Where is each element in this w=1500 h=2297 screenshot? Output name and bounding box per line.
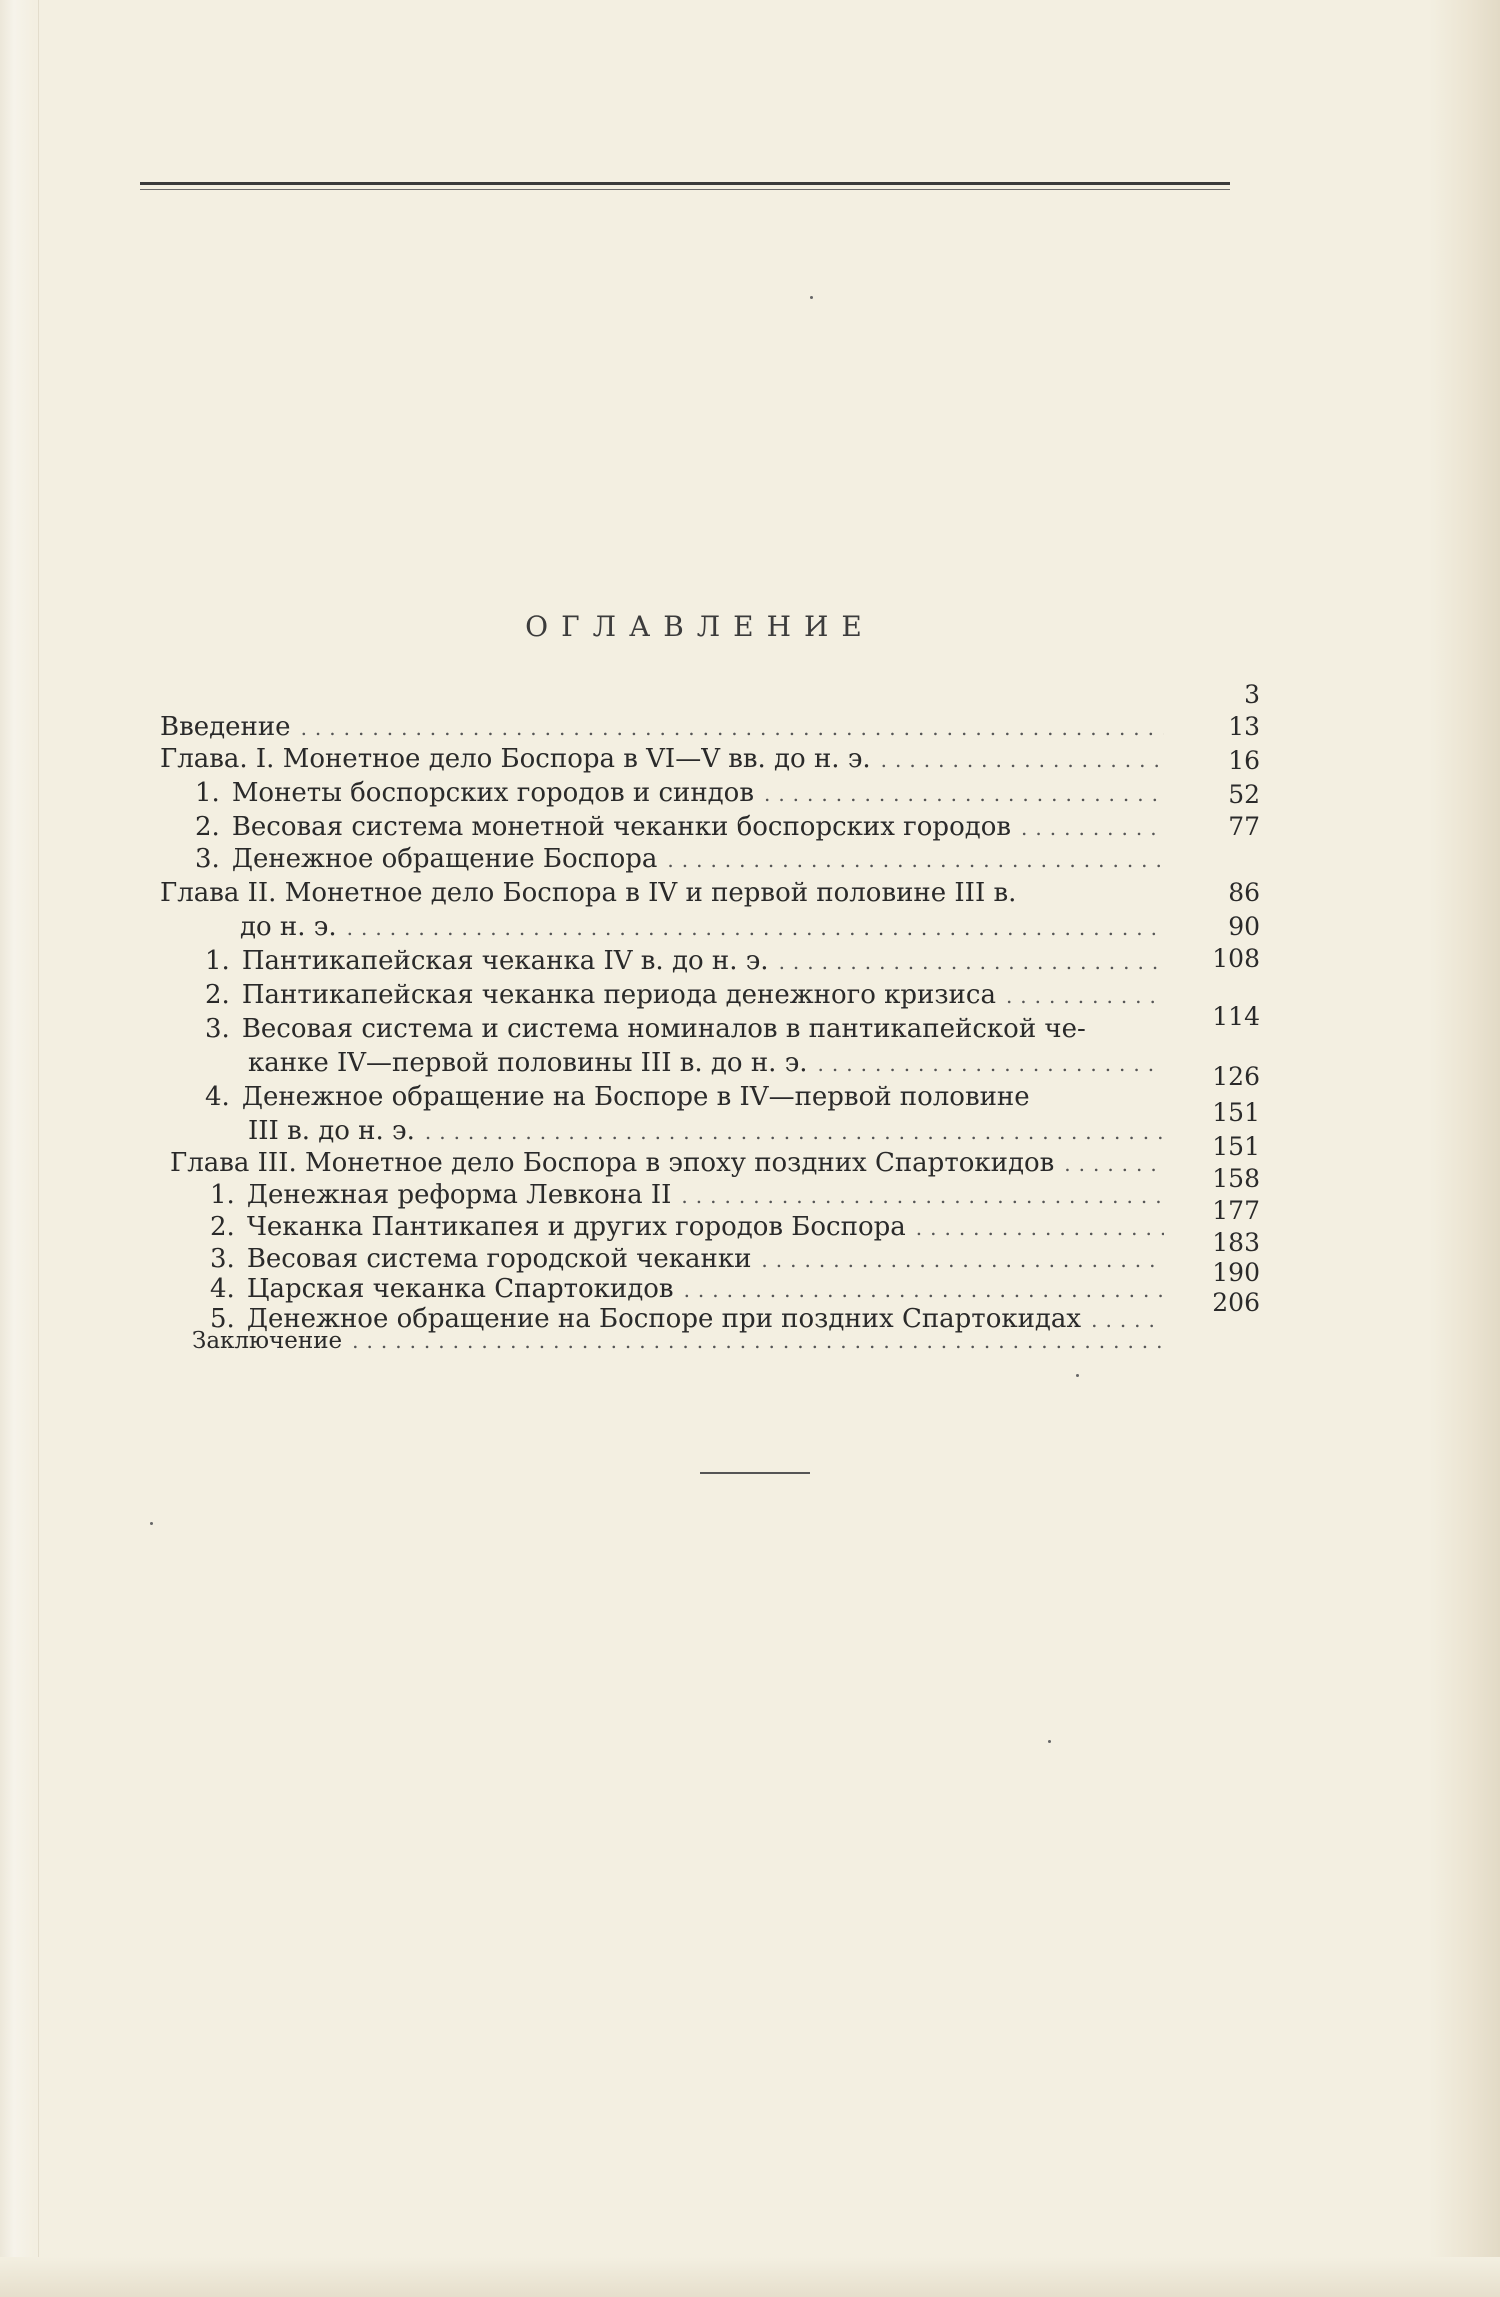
toc-leader-dots (779, 945, 1164, 979)
toc-page-number: 151 (1212, 1098, 1260, 1127)
toc-entry-section (210, 1242, 1180, 1276)
toc-page-number: 183 (1212, 1228, 1260, 1257)
toc-entry-text: Глава III. Монетное дело Боспора в эпоху поздних Спартокидов (170, 1148, 1055, 1178)
page-right-edge (1430, 0, 1500, 2297)
toc-leader-dots (425, 1115, 1164, 1149)
toc-entry-chapter-1 (160, 742, 1180, 776)
header-rule-thin (140, 189, 1230, 190)
toc-entry-text: Пантикапейская чеканка IV в. до н. э. (241, 946, 769, 976)
toc-entry-text: Денежное обращение на Боспоре в IV—первой половине (241, 1082, 1030, 1112)
toc-entry-number: 2. (205, 980, 230, 1010)
toc-leader-dots (301, 711, 1164, 745)
toc-entry-chapter-2-continued (240, 910, 1180, 944)
toc-page-number: 151 (1212, 1132, 1260, 1161)
toc-entry-text: Монеты боспорских городов и синдов (231, 778, 754, 808)
toc-leader-dots (681, 1179, 1164, 1213)
toc-page-number: 206 (1212, 1288, 1260, 1317)
toc-entry-introduction (160, 710, 1180, 744)
toc-entry-text: Заключение (192, 1328, 343, 1354)
toc-page-number: 126 (1212, 1062, 1260, 1091)
toc-entry-section (210, 1178, 1180, 1212)
toc-entry-text: Царская чеканка Спартокидов (246, 1274, 674, 1304)
print-speck (810, 296, 813, 299)
toc-entry-text: Денежное обращение на Боспоре при поздних Спартокидах (246, 1304, 1082, 1334)
toc-page-number: 3 (1244, 680, 1260, 709)
toc-page-number: 108 (1212, 944, 1260, 973)
toc-entry-text: Чеканка Пантикапея и других городов Боспора (246, 1212, 906, 1242)
toc-entry-section-continued (248, 1046, 1180, 1080)
toc-entry-number: 3. (205, 1014, 230, 1044)
toc-entry-section (205, 1080, 1180, 1114)
toc-leader-dots (667, 843, 1164, 877)
toc-leader-dots (1064, 1147, 1164, 1181)
toc-entry-chapter-3 (170, 1146, 1180, 1180)
toc-entry-text: Весовая система городской чеканки (246, 1244, 752, 1274)
toc-entry-chapter-2 (160, 876, 1180, 910)
toc-leader-dots (764, 777, 1164, 811)
toc-entry-number: 4. (210, 1274, 235, 1304)
toc-page-number: 16 (1228, 746, 1260, 775)
toc-entry-section (205, 1012, 1180, 1046)
toc-page-number: 86 (1228, 878, 1260, 907)
toc-leader-dots (1021, 811, 1164, 845)
toc-entry-number: 2. (210, 1212, 235, 1242)
print-speck (1048, 1740, 1051, 1743)
toc-entry-text: III в. до н. э. (248, 1116, 415, 1146)
header-rule (140, 182, 1230, 185)
toc-entry-number: 2. (195, 812, 220, 842)
toc-page-number: 77 (1228, 812, 1260, 841)
toc-entry-text: до н. э. (240, 912, 337, 942)
toc-leader-dots (818, 1047, 1164, 1081)
toc-entry-text: Денежное обращение Боспора (231, 844, 658, 874)
toc-entry-number: 1. (210, 1180, 235, 1210)
toc-entry-number: 3. (210, 1244, 235, 1274)
toc-entry-section (210, 1272, 1180, 1306)
toc-leader-dots (347, 911, 1164, 945)
end-rule (700, 1472, 810, 1474)
toc-entry-text: Весовая система и система номиналов в пантикапейской че- (241, 1014, 1086, 1044)
toc-entry-text: Весовая система монетной чеканки боспорских городов (231, 812, 1012, 842)
toc-page-number: 177 (1212, 1196, 1260, 1225)
toc-page-number: 190 (1212, 1258, 1260, 1287)
toc-entry-text: канке IV—первой половины III в. до н. э. (248, 1048, 808, 1078)
toc-entry-text: Введение (160, 712, 291, 742)
toc-entry-section (205, 944, 1180, 978)
toc-entry-number: 4. (205, 1082, 230, 1112)
toc-entry-text: Пантикапейская чеканка периода денежного кризиса (241, 980, 996, 1010)
toc-entry-number: 3. (195, 844, 220, 874)
print-speck (150, 1522, 153, 1525)
toc-leader-dots (352, 1324, 1164, 1358)
toc-entry-section (195, 810, 1180, 844)
toc-entry-text: Глава II. Монетное дело Боспора в IV и первой половине III в. (160, 878, 1017, 908)
toc-entry-section (205, 978, 1180, 1012)
toc-entry-text: Глава. I. Монетное дело Боспора в VI—V вв. до н. э. (160, 744, 871, 774)
page-left-edge (0, 0, 39, 2297)
toc-entry-section (195, 842, 1180, 876)
toc-entry-number: 5. (210, 1304, 235, 1334)
page-bottom-edge (0, 2257, 1500, 2297)
toc-entry-conclusion (192, 1324, 1180, 1358)
toc-leader-dots (916, 1211, 1164, 1245)
toc-entry-number: 1. (205, 946, 230, 976)
toc-page-number: 13 (1228, 712, 1260, 741)
toc-page-number: 158 (1212, 1164, 1260, 1193)
toc-leader-dots (1006, 979, 1164, 1013)
toc-leader-dots (881, 743, 1164, 777)
print-speck (1076, 1374, 1079, 1377)
toc-page-number: 114 (1212, 1002, 1260, 1031)
toc-page-number: 52 (1228, 780, 1260, 809)
toc-entry-section (210, 1210, 1180, 1244)
toc-entry-number: 1. (195, 778, 220, 808)
toc-title: ОГЛАВЛЕНИЕ (525, 610, 875, 643)
toc-entry-text: Денежная реформа Левкона II (246, 1180, 672, 1210)
toc-entry-section-continued (248, 1114, 1180, 1148)
toc-page-number: 90 (1228, 912, 1260, 941)
toc-entry-section (195, 776, 1180, 810)
